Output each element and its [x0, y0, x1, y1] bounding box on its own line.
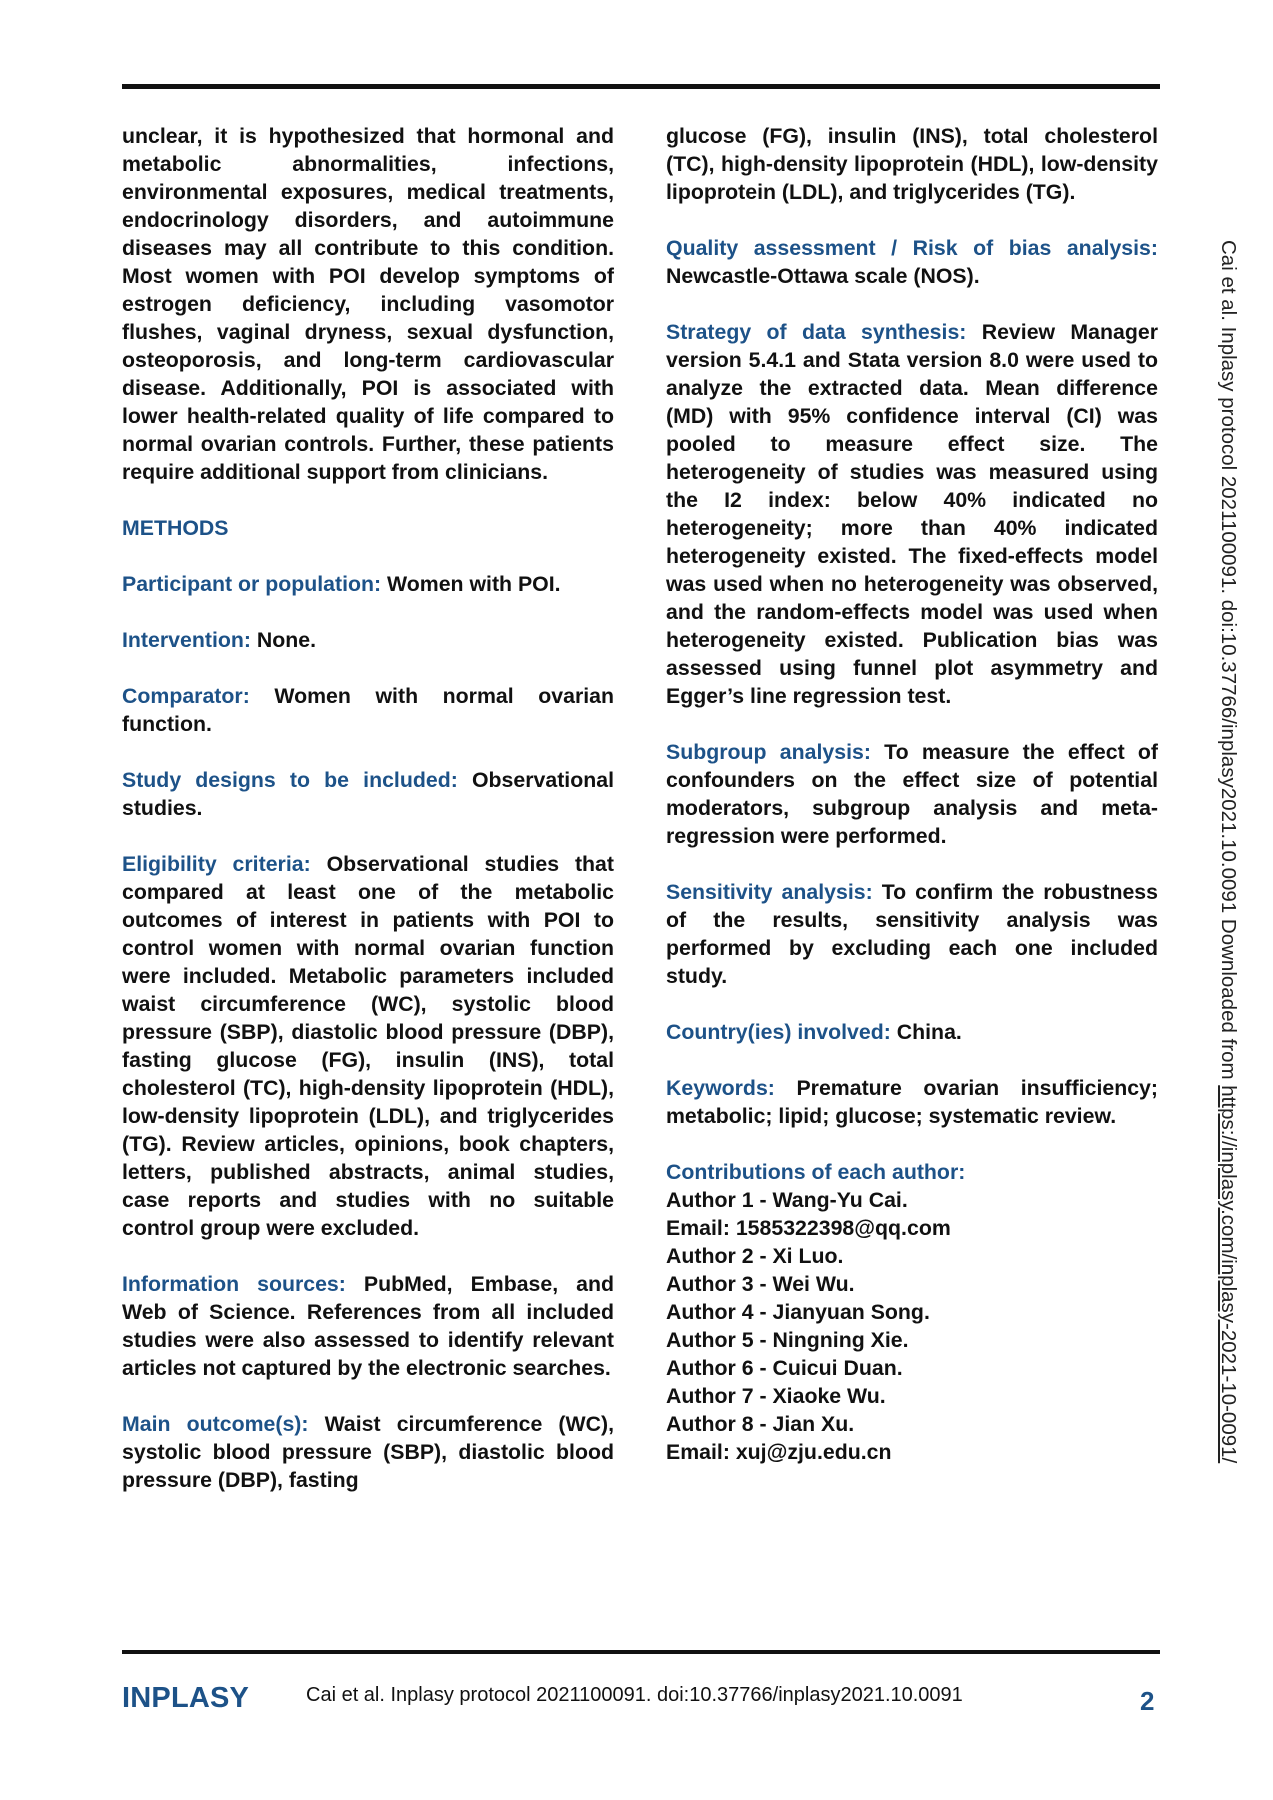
section-label: Information sources:: [122, 1272, 346, 1296]
section-label: Subgroup analysis:: [666, 740, 871, 764]
author-line: Author 5 - Ningning Xie.: [666, 1328, 909, 1352]
section-countries: [666, 1018, 1158, 1046]
top-rule: [122, 84, 1160, 89]
page-number: 2: [1140, 1686, 1155, 1716]
section-quality-assessment: [666, 234, 1158, 290]
author-email: Email: 1585322398@qq.com: [666, 1216, 951, 1240]
download-link[interactable]: https://inplasy.com/inplasy-2021-10-0091/: [1217, 1085, 1240, 1464]
section-eligibility: [122, 850, 614, 1242]
section-information-sources: [122, 1270, 614, 1382]
section-main-outcomes: [122, 1410, 614, 1494]
section-text: Observational studies.: [122, 768, 614, 820]
section-data-synthesis: [666, 318, 1158, 710]
section-text: To measure the effect of confounders on the effect size of potential moderators, subgroup analysis and meta-regression were performed.: [666, 740, 1158, 848]
section-text: Waist circumference (WC), systolic blood pressure (SBP), diastolic blood pressure (DBP), fasting: [122, 1412, 614, 1492]
author-email: Email: xuj@zju.edu.cn: [666, 1440, 892, 1464]
section-text: None.: [256, 628, 317, 652]
section-label: Eligibility criteria:: [122, 852, 311, 876]
author-line: Author 4 - Jianyuan Song.: [666, 1300, 930, 1324]
author-line: Author 3 - Wei Wu.: [666, 1272, 855, 1296]
section-label: Main outcome(s):: [122, 1412, 309, 1436]
continuation-paragraph: glucose (FG), insulin (INS), total cholesterol (TC), high-density lipoprotein (HDL), low-density lipoprotein (LDL), and triglycerides (TG).: [666, 124, 1158, 204]
author-line: Author 7 - Xiaoke Wu.: [666, 1384, 886, 1408]
section-text: PubMed, Embase, and Web of Science. References from all included studies were also assessed to identify relevant articles not captured by the electronic searches.: [122, 1272, 614, 1380]
section-intervention: [122, 626, 614, 654]
section-participant: [122, 570, 614, 598]
section-label: Quality assessment / Risk of bias analysis:: [666, 236, 1158, 260]
section-sensitivity-analysis: [666, 878, 1158, 990]
section-keywords: [666, 1074, 1158, 1130]
left-column: [122, 122, 614, 1522]
section-comparator: [122, 682, 614, 738]
intro-paragraph: unclear, it is hypothesized that hormonal and metabolic abnormalities, infections, environmental exposures, medical treatments, endocrinology disorders, and autoimmune diseases may all contribute to this condition. Most women with POI develop symptoms of estrogen deficiency, including vasomotor flushes, vaginal dryness, sexual dysfunction, osteoporosis, and long-term cardiovascular disease. Additionally, POI is associated with lower health-related quality of life compared to normal ovarian controls. Further, these patients require additional support from clinicians.: [122, 124, 614, 484]
section-text: Review Manager version 5.4.1 and Stata version 8.0 were used to analyze the extracted data. Mean difference (MD) with 95% confidence interval (CI) was pooled to measure effect size. The heterogeneity of studies was measured using the I2 index: below 40% indicated no heterogeneity; more than 40% indicated heterogeneity existed. The fixed-effects model was used when no heterogeneity was observed, and the random-effects model was used when heterogeneity existed. Publication bias was assessed using funnel plot asymmetry and Egger’s line regression test.: [666, 320, 1158, 708]
section-text: To confirm the robustness of the results, sensitivity analysis was performed by excluding each one included study.: [666, 880, 1158, 988]
section-label: Country(ies) involved:: [666, 1020, 891, 1044]
section-label: Sensitivity analysis:: [666, 880, 873, 904]
section-text: China.: [896, 1020, 962, 1044]
section-text: Women with normal ovarian function.: [122, 684, 615, 736]
side-margin-citation: [1216, 240, 1240, 1463]
author-line: Author 8 - Jian Xu.: [666, 1412, 855, 1436]
author-line: Author 2 - Xi Luo.: [666, 1244, 844, 1268]
right-column: [666, 122, 1158, 1494]
footer-citation: Cai et al. Inplasy protocol 2021100091. doi:10.37766/inplasy2021.10.0091: [306, 1684, 963, 1706]
footer-brand-logo: INPLASY: [122, 1682, 250, 1714]
author-line: Author 1 - Wang-Yu Cai.: [666, 1188, 908, 1212]
section-text: Premature ovarian insufficiency; metabolic; lipid; glucose; systematic review.: [666, 1076, 1158, 1128]
section-label: Study designs to be included:: [122, 768, 458, 792]
section-label: Comparator:: [122, 684, 250, 708]
section-label: Strategy of data synthesis:: [666, 320, 967, 344]
author-line: Author 6 - Cuicui Duan.: [666, 1356, 903, 1380]
side-citation-text: Cai et al. Inplasy protocol 2021100091. doi:10.37766/inplasy2021.10.0091 Downloaded from: [1217, 240, 1240, 1086]
section-label: Participant or population:: [122, 572, 382, 596]
methods-heading: METHODS: [122, 516, 229, 540]
section-label: Intervention:: [122, 628, 251, 652]
section-text: Newcastle-Ottawa scale (NOS).: [666, 264, 980, 288]
section-contributions: [666, 1158, 1158, 1466]
bottom-rule: [122, 1650, 1160, 1654]
section-label: Contributions of each author:: [666, 1160, 966, 1184]
section-text: Observational studies that compared at least one of the metabolic outcomes of interest in patients with POI to control women with normal ovarian function were included. Metabolic parameters included waist circumference (WC), systolic blood pressure (SBP), diastolic blood pressure (DBP), fasting glucose (FG), insulin (INS), total cholesterol (TC), high-density lipoprotein (HDL), low-density lipoprotein (LDL), and triglycerides (TG). Review articles, opinions, book chapters, letters, published abstracts, animal studies, case reports and studies with no suitable control group were excluded.: [122, 852, 614, 1240]
section-subgroup-analysis: [666, 738, 1158, 850]
section-study-designs: [122, 766, 614, 822]
section-label: Keywords:: [666, 1076, 775, 1100]
section-text: Women with POI.: [387, 572, 561, 596]
